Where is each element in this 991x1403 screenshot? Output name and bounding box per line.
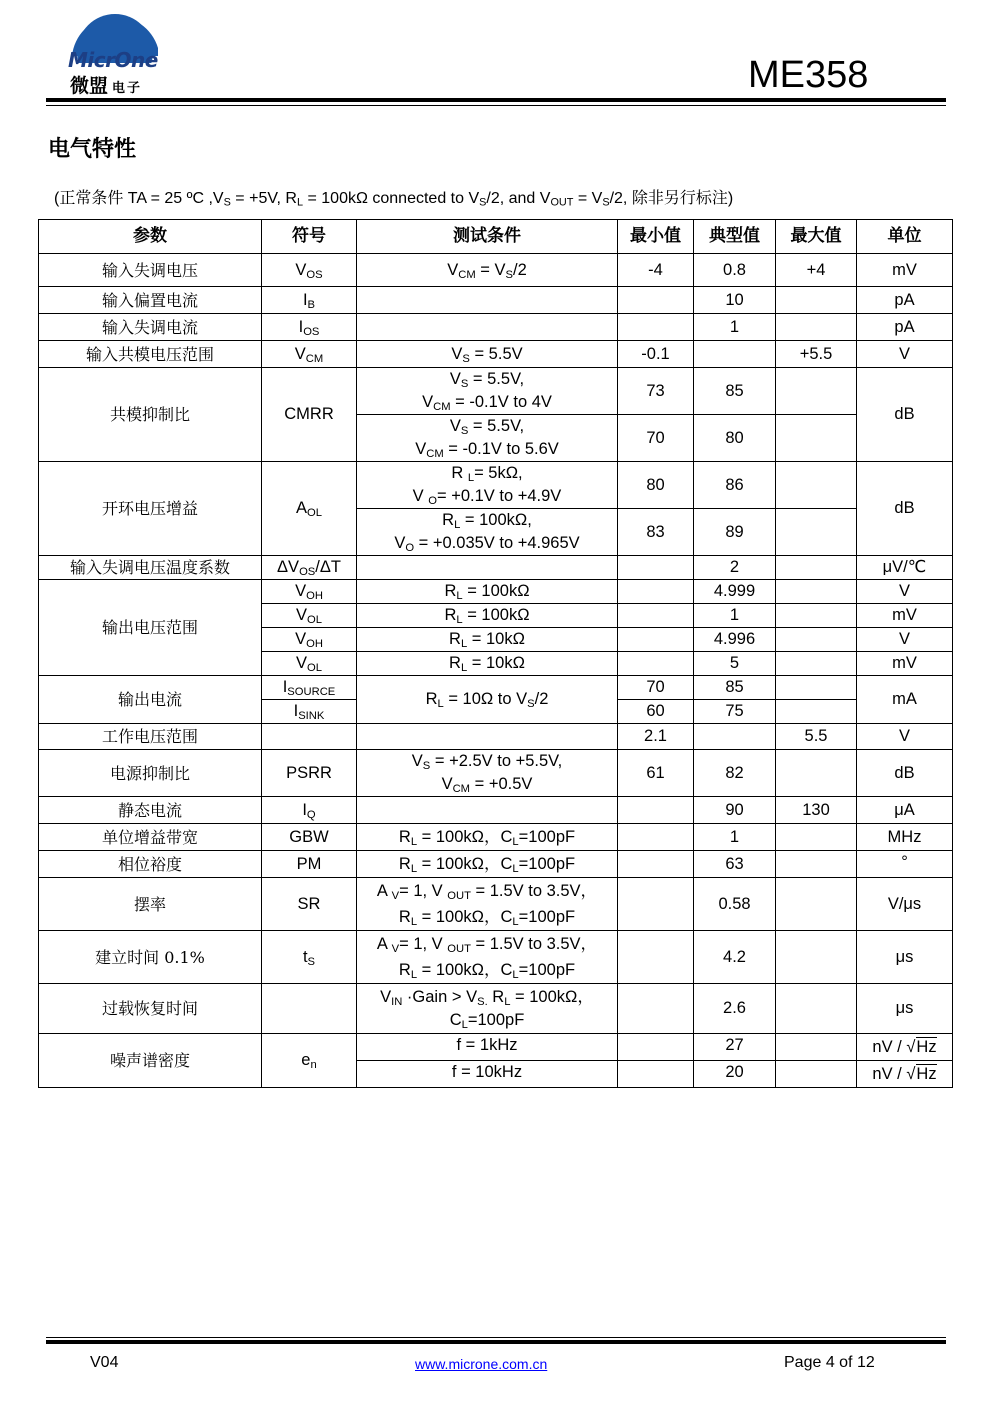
table-row: $V_{OH}$ $R_L = 10k\Omega$ 4.996 V (39, 628, 953, 652)
table-row: $V_{OL}$ $R_L = 10k\Omega$ 5 mV (39, 652, 953, 676)
table-row: 开环电压增益 $A_{OL}$ R $_L$= 5kΩ, V $_O$= +0.1V to +4.9V 80 86 dB (39, 462, 953, 509)
table-row: 摆率 SR A $_V$= 1, V $_{OUT}$ = 1.5V to 3.5V， $R_L = 100k\Omega$，$C_L=100pF$ 0.58 V/μs (39, 878, 953, 931)
table-row: 输入失调电压温度系数 $\Delta V_{OS}/\Delta T$ 2 μV/℃ (39, 556, 953, 580)
table-row: $R_L = 100k\Omega$, $V_O = +0.035V$ to +4.965V 83 89 (39, 509, 953, 556)
table-row: 静态电流 $I_Q$ 90 130 μA (39, 797, 953, 824)
electrical-characteristics-table (38, 219, 953, 1088)
footer-url-link[interactable]: www.microne.com.cn (415, 1356, 548, 1372)
col-header: 典型值 (694, 220, 776, 254)
table-row: 工作电压范围 2.1 5.5 V (39, 724, 953, 750)
section-title: 电气特性 (48, 137, 137, 162)
footer-link-wrap (415, 1356, 547, 1374)
table-row: 输入偏置电流 $I_B$ 10 pA (39, 287, 953, 314)
table-row: 共模抑制比 CMRR $V_S = 5.5V$, $V_{CM} = -0.1V$ to 4V 73 85 dB (39, 368, 953, 415)
col-header: 参数 (39, 220, 262, 254)
col-header: 最小值 (618, 220, 694, 254)
table-row: $I_{SINK}$ 60 75 (39, 700, 953, 724)
table-row: 噪声谱密度 $e_n$ f = 1kHz 27 nV / √Hz (39, 1034, 953, 1061)
table-row: f = 10kHz 20 nV / √Hz (39, 1061, 953, 1088)
footer-rule-thin (46, 1337, 946, 1338)
table-row: 建立时间 0.1% $t_S$ A $_V$= 1, V $_{OUT}$ = 1.5V to 3.5V， $R_L = 100k\Omega$，$C_L=100pF$ 4.2 μs (39, 931, 953, 984)
col-header: 最大值 (776, 220, 857, 254)
footer-rule-thick (46, 1340, 946, 1344)
footer-page-number: Page 4 of 12 (784, 1354, 875, 1371)
table-row: 输出电流 $I_{SOURCE}$ $R_L = 10\Omega$ to $V_S/2$ 70 85 mA (39, 676, 953, 700)
table-row: 过载恢复时间 $V_{IN}$ ·Gain > $V_{S.}$ $R_L = 100k\Omega$， $C_L=100pF$ 2.6 μs (39, 984, 953, 1034)
logo-text-small: 电子 (112, 81, 143, 96)
header-rule-thick (46, 98, 946, 102)
table-row: 输入共模电压范围 $V_{CM}$ $V_S = 5.5V$ -0.1 +5.5 V (39, 341, 953, 368)
table-header-row (39, 220, 953, 254)
table-row: $V_{OL}$ $R_L = 100k\Omega$ 1 mV (39, 604, 953, 628)
table-row: 单位增益带宽 GBW $R_L = 100k\Omega$，$C_L=100pF$ 1 MHz (39, 824, 953, 851)
table-row: 输入失调电流 $I_{OS}$ 1 pA (39, 314, 953, 341)
table-row: $V_S = 5.5V$, $V_{CM} = -0.1V$ to 5.6V 70 80 (39, 415, 953, 462)
footer-version: V04 (90, 1354, 119, 1371)
test-conditions-note: (正常条件 TA = 25 ºC $,V_S = +5V$, $R_L = 100k\Omega$ connected to $V_S/2$, and $V_{OUT} = V_S/2$, 除非另行标注) (54, 190, 734, 209)
table-row: 输入失调电压 $V_{OS}$ $V_{CM} = V_S/2$ -4 0.8 +4 mV (39, 254, 953, 287)
col-header: 单位 (857, 220, 953, 254)
header-rule-thin (46, 105, 946, 106)
table-row: 输出电压范围 $V_{OH}$ $R_L = 100k\Omega$ 4.999 V (39, 580, 953, 604)
table-row: 相位裕度 PM $R_L = 100k\Omega$，$C_L=100pF$ 63 ° (39, 851, 953, 878)
model-number: ME358 (748, 54, 869, 96)
col-header: 符号 (262, 220, 357, 254)
microne-logo (66, 8, 166, 97)
logo-text-en: MicrOne (68, 48, 158, 72)
col-header: 测试条件 (357, 220, 618, 254)
logo-text-cn: 微盟 (70, 75, 109, 97)
table-row: 电源抑制比 PSRR $V_S = +2.5V$ to +5.5V, $V_{CM} = +0.5V$ 61 82 dB (39, 750, 953, 797)
